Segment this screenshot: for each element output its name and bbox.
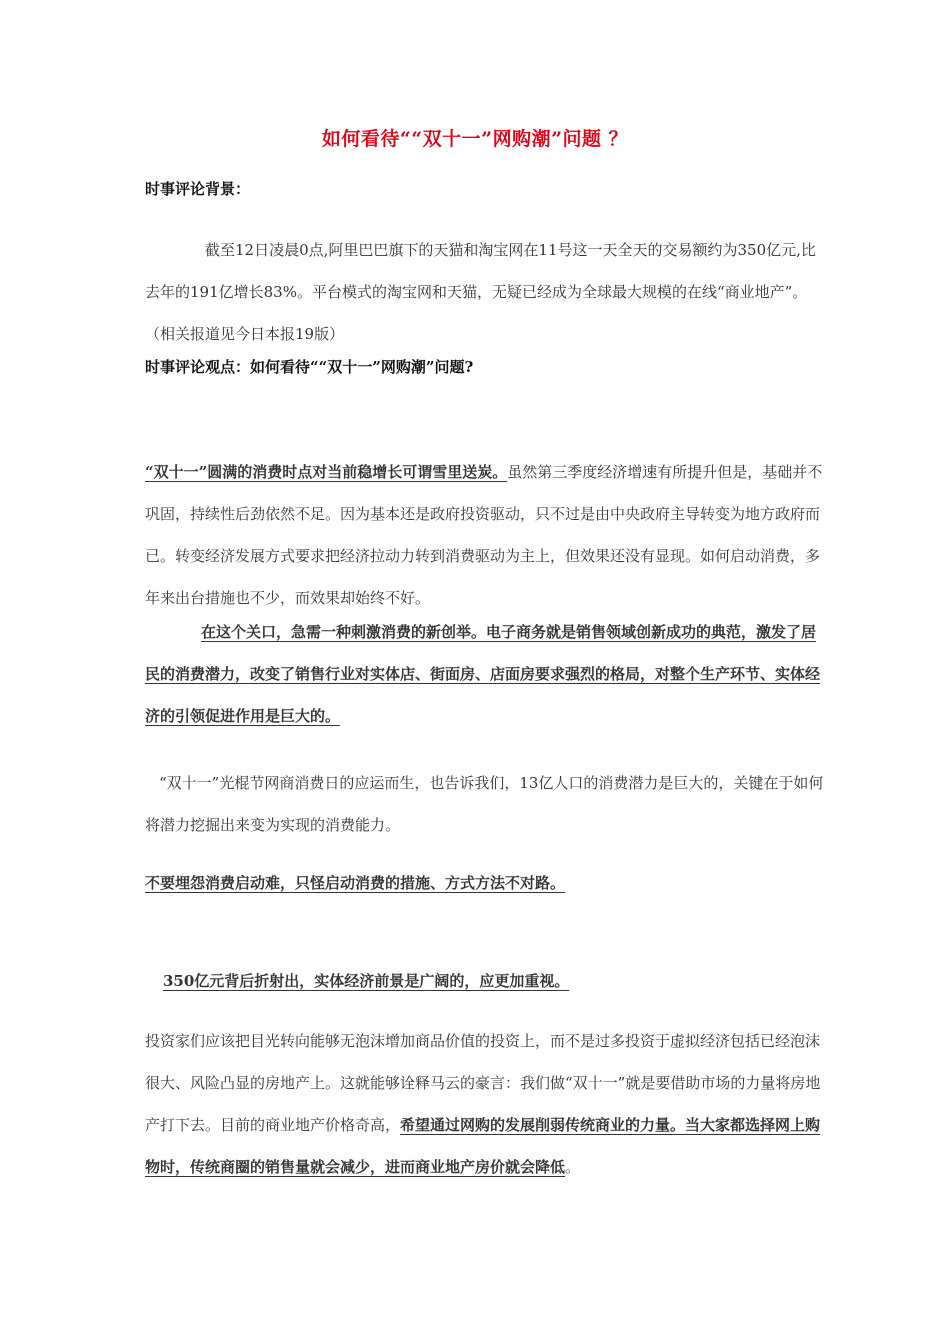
paragraph-1-lead: “双十一”圆满的消费时点对当前稳增长可谓雪里送炭。 xyxy=(145,463,508,481)
paragraph-5: 350亿元背后折射出，实体经济前景是广阔的，应更加重视。 xyxy=(163,972,570,990)
paragraph-2: 在这个关口，急需一种刺激消费的新创举。电子商务就是销售领域创新成功的典范，激发了居民的消费潜力，改变了销售行业对实体店、街面房、店面房要求强烈的格局，对整个生产环节、实体经济的引领促进作用是巨大的。 xyxy=(145,623,821,725)
paragraph-6 xyxy=(145,1020,825,1188)
background-paragraph: 截至12日凌晨0点,阿里巴巴旗下的天猫和淘宝网在11号这一天全天的交易额约为350亿元,比去年的191亿增长83%。平台模式的淘宝网和天猫，无疑已经成为全球最大规模的在线“商业地产”。（相关报道见今日本报19版） xyxy=(145,241,816,343)
paragraph-1 xyxy=(145,451,825,619)
paragraph-6-end: 。 xyxy=(565,1158,581,1176)
paragraph-4: 不要埋怨消费启动难，只怪启动消费的措施、方式方法不对路。 xyxy=(145,874,566,892)
paragraph-6-body: 投资家们应该把目光转向能够无泡沫增加商品价值的投资上，而不是过多投资于虚拟经济包括已经泡沫很大、风险凸显的房地产上。这就能够诠释马云的豪言：我们做“双十一”就是要借助市场的力量将房地产打下去。目前的商业地产价格奇高， xyxy=(145,1032,821,1134)
paragraph-6-highlight: 希望通过网购的发展削弱传统商业的力量。当大家都选择网上购物时，传统商圈的销售量就会减少，进而商业地产房价就会降低 xyxy=(145,1116,821,1176)
document-title: 如何看待““双十一”网购潮”问题 ？ xyxy=(321,128,629,150)
paragraph-1-body: 虽然第三季度经济增速有所提升但是，基础并不巩固，持续性后劲依然不足。因为基本还是政府投资驱动，只不过是由中央政府主导转变为地方政府而已。转变经济发展方式要求把经济拉动力转到消费驱动为主上，但效果还没有显现。如何启动消费，多年来出台措施也不少，而效果却始终不好。 xyxy=(145,463,823,607)
paragraph-3: “双十一”光棍节网商消费日的应运而生，也告诉我们，13亿人口的消费潜力是巨大的，关键在于如何将潜力挖掘出来变为实现的消费能力。 xyxy=(145,774,824,834)
viewpoint-label: 时事评论观点：如何看待““双十一”网购潮”问题? xyxy=(145,358,474,376)
background-label: 时事评论背景： xyxy=(145,180,251,198)
